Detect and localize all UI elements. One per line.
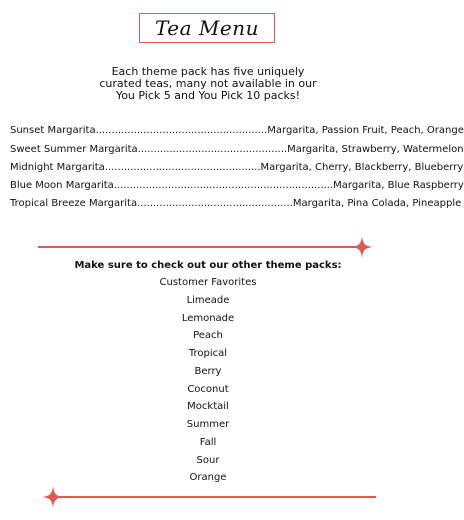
menu-item-name: Sweet Summer Margarita bbox=[10, 144, 138, 155]
pack-item: Sour bbox=[196, 455, 220, 466]
menu-item-name: Blue Moon Margarita bbox=[10, 180, 114, 191]
pack-item: Customer Favorites bbox=[159, 277, 257, 288]
pack-item: Summer bbox=[186, 419, 230, 430]
intro-line: Each theme pack has five uniquely bbox=[111, 65, 305, 78]
leader-dots: ................................................. bbox=[104, 162, 261, 173]
menu-item-midnight-margarita bbox=[10, 162, 464, 173]
pack-item: Peach bbox=[193, 330, 223, 341]
menu-item-flavors: Margarita, Passion Fruit, Peach, Orange bbox=[267, 125, 464, 136]
menu-item-sweet-summer-margarita bbox=[10, 144, 464, 155]
page-title: Tea Menu bbox=[155, 16, 259, 40]
menu-item-flavors: Margarita, Pina Colada, Pineapple bbox=[292, 198, 462, 209]
menu-item-flavors: Margarita, Strawberry, Watermelon bbox=[287, 144, 464, 155]
pack-item: Mocktail bbox=[187, 401, 229, 412]
divider-bottom bbox=[52, 496, 376, 498]
menu-item-flavors: Margarita, Blue Raspberry bbox=[333, 180, 464, 191]
leader-dots: ................................................. bbox=[137, 198, 293, 209]
pack-item: Berry bbox=[194, 366, 222, 377]
menu-item-flavors: Margarita, Cherry, Blackberry, Blueberry bbox=[260, 162, 464, 173]
menu-item-tropical-breeze-margarita bbox=[10, 198, 462, 209]
pack-item: Limeade bbox=[186, 295, 230, 306]
title-frame bbox=[139, 13, 275, 43]
leader-dots: ...................................................... bbox=[95, 125, 268, 136]
pack-item: Tropical bbox=[188, 348, 228, 359]
packs-heading: Make sure to check out our other theme packs: bbox=[74, 260, 342, 271]
pack-item: Coconut bbox=[187, 384, 229, 395]
menu-item-name: Tropical Breeze Margarita bbox=[10, 198, 138, 209]
sparkle-star-icon bbox=[351, 236, 373, 258]
pack-item: Lemonade bbox=[181, 313, 235, 324]
menu-item-name: Midnight Margarita bbox=[10, 162, 105, 173]
menu-item-sunset-margarita bbox=[10, 125, 464, 136]
pack-item: Fall bbox=[199, 437, 217, 448]
leader-dots: ..................................................................... bbox=[113, 180, 334, 191]
menu-item-name: Sunset Margarita bbox=[10, 125, 96, 136]
menu-item-blue-moon-margarita bbox=[10, 180, 464, 191]
intro-line: curated teas, many not available in our bbox=[99, 77, 317, 90]
intro-line: You Pick 5 and You Pick 10 packs! bbox=[115, 89, 301, 102]
intro-text bbox=[40, 66, 376, 102]
leader-dots: ............................................... bbox=[137, 144, 288, 155]
divider-top bbox=[38, 246, 362, 248]
pack-item: Orange bbox=[189, 472, 227, 483]
